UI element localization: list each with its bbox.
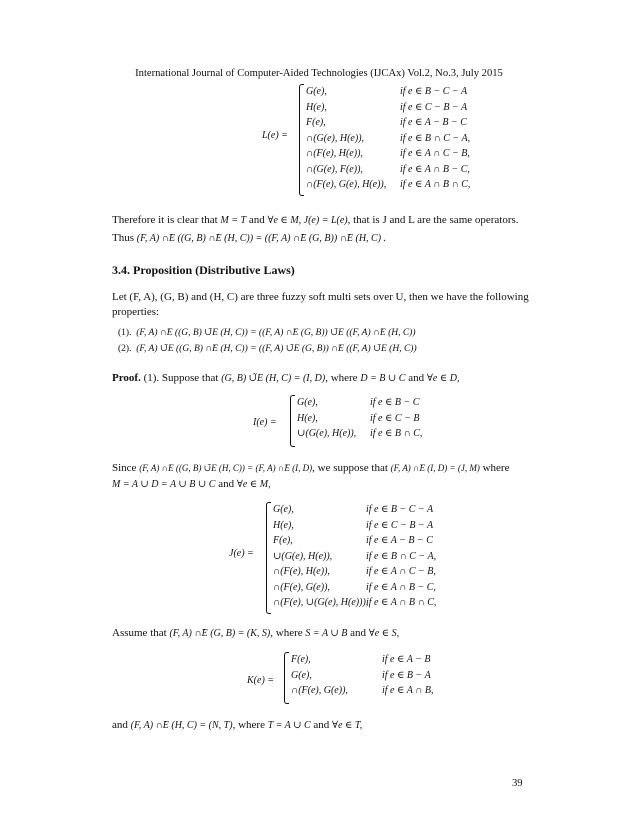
case-condition: if e ∈ B − C	[370, 397, 420, 408]
math-segment: S = A ∪ B	[305, 628, 348, 639]
math-segment: (F, A) ∩̃E ((G, B) ∪̃E (H, C)) = (F, A) ∩̃E (I, D)	[139, 463, 313, 473]
math-segment: ∀e ∈ T,	[332, 720, 363, 731]
therefore-sentence	[112, 213, 519, 228]
text-segment: and	[347, 627, 369, 639]
case-condition: if e ∈ B ∩ C − A,	[400, 132, 471, 144]
case-condition: if e ∈ C − B − A	[400, 101, 468, 113]
case-condition: if e ∈ A − B − C	[366, 535, 433, 546]
brace-K	[284, 652, 289, 704]
text-segment: , where	[270, 627, 306, 639]
text-segment: and	[310, 719, 333, 731]
page-number: 39	[512, 778, 523, 789]
case-expression: ∩(G(e), H(e)),	[306, 132, 365, 144]
math-segment: (F, A) ∩̃E (I, D) = (J, M)	[390, 463, 480, 473]
proof-sentence	[112, 371, 459, 386]
case-condition: if e ∈ A ∩ B − C,	[366, 581, 436, 593]
math-segment: ∀e ∈ M,	[236, 479, 271, 490]
and-sentence	[112, 718, 362, 733]
math-segment: M = A ∪ D = A ∪ B ∪ C	[112, 479, 216, 490]
text-segment: Assume that	[112, 627, 170, 639]
case-condition: if e ∈ A ∩ B,	[382, 685, 434, 696]
math-segment: T = A ∪ C	[267, 720, 311, 731]
section-heading: 3.4. Proposition (Distributive Laws)	[112, 263, 295, 277]
case-condition: if e ∈ B − C − A	[400, 86, 468, 97]
case-expression: G(e),	[273, 504, 294, 515]
math-segment: M = T	[220, 215, 247, 226]
lhs-L: L(e) =	[262, 130, 288, 141]
math-segment: (F, A) ∩̃E ((G, B) ∪̃E (H, C)) = ((F, A) ∩̃E (G, B)) ∪̃E ((F, A) ∩̃E (H, C))	[136, 328, 416, 338]
text-segment: , where	[325, 372, 361, 384]
math-segment: ∀e ∈ S,	[368, 628, 400, 639]
case-expression: ∩(F(e), G(e), H(e)),	[306, 179, 387, 190]
property-item-1	[118, 327, 416, 338]
brace-J	[266, 502, 271, 614]
text-segment: (1). Suppose that	[140, 372, 222, 384]
math-segment: (F, A) ∪̃E ((G, B) ∩̃E (H, C)) = ((F, A) ∪̃E (G, B)) ∩̃E ((F, A) ∪̃E (H, C))	[136, 344, 417, 354]
case-condition: if e ∈ A ∩ B ∩ C,	[366, 597, 437, 608]
case-condition: if e ∈ A ∩ C − B,	[366, 566, 436, 577]
case-expression: ∩(F(e), G(e)),	[273, 581, 330, 593]
case-expression: F(e),	[291, 654, 311, 665]
case-condition: if e ∈ C − B	[370, 412, 420, 424]
assume-sentence	[112, 626, 399, 641]
text-segment: , that is J and L are the same operators.	[347, 214, 519, 226]
text-segment: , we suppose that	[312, 462, 391, 474]
case-condition: if e ∈ B − C − A	[366, 504, 434, 515]
proof-label: Proof.	[112, 372, 141, 384]
case-condition: if e ∈ A − B − C	[400, 117, 467, 128]
text-segment: and	[215, 478, 237, 490]
proposition-text-line-1: Let (F, A), (G, B) and (H, C) are three fuzzy soft multi sets over U, then we have the following	[112, 291, 529, 303]
case-expression: H(e),	[273, 519, 294, 531]
brace-I	[290, 395, 295, 447]
math-segment: (F, A) ∩̃E ((G, B) ∩̃E (H, C)) = ((F, A) ∩̃E (G, B)) ∩̃E (H, C) .	[136, 233, 387, 244]
item-number: (1).	[118, 328, 132, 338]
item-number: (2).	[118, 344, 132, 354]
text-segment: where	[479, 462, 510, 474]
text-segment: and	[246, 214, 268, 226]
case-expression: ∩(F(e), ∪(G(e), H(e))),	[273, 597, 369, 608]
case-expression: ∩(G(e), F(e)),	[306, 163, 363, 175]
proposition-text-line-2: properties:	[112, 306, 160, 318]
text-segment: and	[112, 719, 131, 731]
lhs-J: J(e) =	[229, 548, 254, 559]
math-segment: ∀e ∈ M, J(e) = L(e)	[267, 215, 348, 226]
case-expression: G(e),	[291, 669, 312, 681]
property-item-2	[118, 343, 417, 354]
case-expression: G(e),	[297, 397, 318, 408]
math-segment: D = B ∪ C	[360, 373, 406, 384]
case-expression: ∪(G(e), H(e)),	[273, 550, 333, 562]
text-segment: Therefore it is clear that	[112, 214, 221, 226]
case-expression: ∩(F(e), G(e)),	[291, 685, 348, 696]
case-condition: if e ∈ B ∩ C − A,	[366, 550, 437, 562]
case-expression: G(e),	[306, 86, 327, 97]
lhs-I: I(e) =	[253, 417, 277, 428]
text-segment: and	[405, 372, 427, 384]
case-expression: ∪(G(e), H(e)),	[297, 428, 357, 439]
brace-L	[299, 84, 304, 196]
lhs-K: K(e) =	[247, 675, 275, 686]
case-condition: if e ∈ A − B	[382, 654, 431, 665]
math-segment: ∀e ∈ D,	[426, 373, 460, 384]
case-expression: F(e),	[273, 535, 293, 546]
text-segment: Thus	[112, 232, 137, 244]
case-condition: if e ∈ B − A	[382, 669, 431, 681]
case-expression: H(e),	[297, 412, 318, 424]
case-condition: if e ∈ C − B − A	[366, 519, 434, 531]
since-sentence-line-2	[112, 477, 271, 492]
math-segment: (F, A) ∩̃E (H, C) = (N, T)	[130, 720, 233, 731]
thus-sentence	[112, 231, 386, 246]
case-condition: if e ∈ A ∩ B − C,	[400, 163, 470, 175]
case-expression: ∩(F(e), H(e)),	[273, 566, 330, 577]
case-expression: H(e),	[306, 101, 327, 113]
case-condition: if e ∈ A ∩ C − B,	[400, 148, 470, 159]
case-expression: ∩(F(e), H(e)),	[306, 148, 363, 159]
text-segment: Since	[112, 462, 140, 474]
case-condition: if e ∈ A ∩ B ∩ C,	[400, 179, 471, 190]
journal-header: International Journal of Computer-Aided Technologies (IJCAx) Vol.2, No.3, July 2015	[135, 68, 503, 79]
math-segment: (G, B) ∪̃E (H, C) = (I, D)	[221, 373, 326, 384]
text-segment: , where	[232, 719, 268, 731]
case-condition: if e ∈ B ∩ C,	[370, 428, 423, 439]
case-expression: F(e),	[306, 117, 326, 128]
math-segment: (F, A) ∩̃E (G, B) = (K, S)	[169, 628, 271, 639]
since-sentence	[112, 461, 509, 476]
